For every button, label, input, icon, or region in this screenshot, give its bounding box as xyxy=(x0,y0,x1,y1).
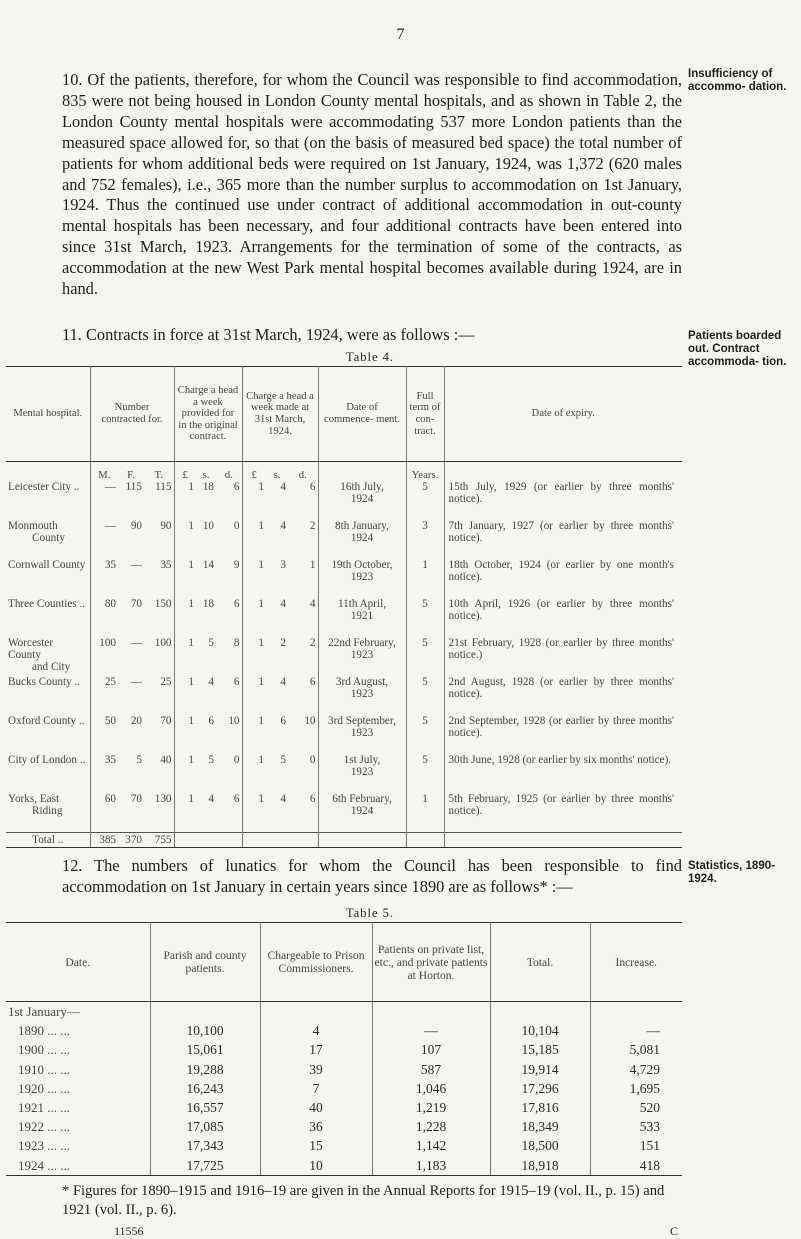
prison-patients: 40 xyxy=(260,1098,372,1117)
unit-males: M. xyxy=(98,469,111,481)
males: 50 xyxy=(104,715,116,727)
current-pence: 6 xyxy=(288,793,318,833)
header-charge-original: Charge a head a week provided for in the original contract. xyxy=(174,367,242,462)
unit-total: T. xyxy=(144,462,174,482)
prison-patients: 15 xyxy=(260,1136,372,1155)
original-pence: 6 xyxy=(216,793,242,833)
original-pence: 8 xyxy=(216,637,242,676)
total: 115 xyxy=(144,481,174,520)
commencement-year: 1924 xyxy=(350,532,374,544)
prison-patients: 17 xyxy=(260,1040,372,1059)
private-patients: — xyxy=(372,1021,490,1040)
original-pence: 6 xyxy=(216,598,242,637)
current-pence: 10 xyxy=(288,715,318,754)
commencement-date xyxy=(318,637,406,676)
header-parish: Parish and county patients. xyxy=(150,923,260,1002)
original-pounds: 1 xyxy=(188,754,194,766)
commencement-year: 1923 xyxy=(350,649,374,661)
increase: — xyxy=(646,1023,660,1039)
commencement-date xyxy=(318,715,406,754)
statistics-row xyxy=(6,1136,682,1155)
private-patients: 1,046 xyxy=(372,1079,490,1098)
expiry-date: 2nd September, 1928 (or earlier by three months' notice). xyxy=(448,715,674,739)
total-patients: 17,296 xyxy=(490,1079,590,1098)
prison-patients: 4 xyxy=(260,1021,372,1040)
females: 70 xyxy=(130,793,142,805)
current-pounds: 1 xyxy=(258,676,264,688)
current-shillings: 2 xyxy=(280,637,286,649)
males: 100 xyxy=(99,637,116,649)
hospital-name-line: Oxford County .. xyxy=(8,715,85,727)
unit-females: F. xyxy=(127,469,135,481)
header-date: Date. xyxy=(6,923,150,1002)
females: 90 xyxy=(130,520,142,532)
hospital-name-line: Riding xyxy=(32,805,63,817)
original-shillings: 4 xyxy=(208,793,214,805)
unit-pence: d. xyxy=(216,462,242,482)
unit-shillings: s. xyxy=(202,469,210,481)
commencement-date xyxy=(318,793,406,833)
original-pence: 10 xyxy=(216,715,242,754)
contract-row xyxy=(6,715,682,754)
commencement-date xyxy=(318,598,406,637)
total-patients: 18,500 xyxy=(490,1136,590,1155)
contract-row xyxy=(6,754,682,793)
original-pounds: 1 xyxy=(188,481,194,493)
commencement-date xyxy=(318,481,406,520)
increase: 5,081 xyxy=(629,1042,660,1058)
footnote: * Figures for 1890–1915 and 1916–19 are given in the Annual Reports for 1915–19 (vol. II., p. 15) and 1921 (vol. II., p. 6). xyxy=(62,1183,665,1218)
header-commencement: Date of commence- ment. xyxy=(318,367,406,462)
current-shillings: 5 xyxy=(280,754,286,766)
current-pence: 2 xyxy=(288,637,318,676)
commencement-date xyxy=(318,676,406,715)
commencement-day: 8th January, xyxy=(335,520,389,532)
total: 100 xyxy=(144,637,174,676)
year: 1890 ... ... xyxy=(6,1021,150,1040)
parish-patients: 17,343 xyxy=(150,1136,260,1155)
commencement-date xyxy=(318,559,406,598)
contract-row xyxy=(6,676,682,715)
commencement-year: 1924 xyxy=(350,493,374,505)
contract-row xyxy=(6,481,682,520)
females: — xyxy=(130,676,142,688)
private-patients: 1,142 xyxy=(372,1136,490,1155)
margin-note-insufficiency: Insufficiency of accommo- dation. xyxy=(688,68,787,93)
total: 130 xyxy=(144,793,174,833)
year: 1921 ... ... xyxy=(6,1098,150,1117)
commencement-day: 11th April, xyxy=(337,598,387,610)
header-prison: Chargeable to Prison Commissioners. xyxy=(260,923,372,1002)
private-patients: 587 xyxy=(372,1060,490,1079)
header-charge-1924: Charge a head a week made at 31st March, 1924. xyxy=(242,367,318,462)
total-females: 370 xyxy=(118,833,144,848)
commencement-date xyxy=(318,754,406,793)
full-term: 5 xyxy=(406,754,444,793)
original-pounds: 1 xyxy=(188,676,194,688)
males: 35 xyxy=(104,754,116,766)
hospital-name xyxy=(6,520,90,559)
contract-row xyxy=(6,598,682,637)
commencement-year: 1923 xyxy=(350,571,374,583)
hospital-name xyxy=(6,715,90,754)
paragraph-11: 11. Contracts in force at 31st March, 1924, were as follows :— xyxy=(62,325,475,344)
full-term: 5 xyxy=(406,676,444,715)
statistics-row xyxy=(6,1021,682,1040)
statistics-row xyxy=(6,1156,682,1176)
parish-patients: 16,557 xyxy=(150,1098,260,1117)
contracts-table xyxy=(6,366,682,848)
hospital-name xyxy=(6,793,90,833)
header-full-term: Full term of con- tract. xyxy=(406,367,444,462)
expiry-date: 30th June, 1928 (or earlier by six months' notice). xyxy=(448,754,672,766)
total-patients: 17,816 xyxy=(490,1098,590,1117)
statistics-table xyxy=(6,922,682,1176)
contract-row xyxy=(6,520,682,559)
current-shillings: 3 xyxy=(280,559,286,571)
hospital-name-line: Cornwall County xyxy=(8,559,86,571)
full-term: 1 xyxy=(406,793,444,833)
females: — xyxy=(130,637,142,649)
year: 1923 ... ... xyxy=(6,1136,150,1155)
current-pence: 1 xyxy=(288,559,318,598)
hospital-name xyxy=(6,598,90,637)
current-pounds: 1 xyxy=(258,481,264,493)
total: 40 xyxy=(144,754,174,793)
original-shillings: 5 xyxy=(208,637,214,649)
current-pounds: 1 xyxy=(258,559,264,571)
total-patients: 19,914 xyxy=(490,1060,590,1079)
prison-patients: 10 xyxy=(260,1156,372,1176)
unit-years: Years. xyxy=(406,462,444,482)
margin-note-patients-boarded: Patients boarded out. Contract accommoda- tion. xyxy=(688,330,787,368)
parish-patients: 17,725 xyxy=(150,1156,260,1176)
print-code: 11556 xyxy=(114,1224,144,1238)
original-pence: 0 xyxy=(216,754,242,793)
hospital-name-line: County xyxy=(32,532,65,544)
males: — xyxy=(104,520,116,532)
current-shillings: 4 xyxy=(280,481,286,493)
original-pence: 6 xyxy=(216,481,242,520)
contract-row xyxy=(6,559,682,598)
header-hospital: Mental hospital. xyxy=(6,367,90,462)
females: — xyxy=(130,559,142,571)
unit-pounds: £ xyxy=(182,469,188,481)
original-pounds: 1 xyxy=(188,715,194,727)
table-4-caption: Table 4. xyxy=(345,350,395,364)
commencement-year: 1921 xyxy=(350,610,374,622)
statistics-row xyxy=(6,1079,682,1098)
original-shillings: 18 xyxy=(202,481,214,493)
header-number: Number contracted for. xyxy=(90,367,174,462)
total-row xyxy=(6,833,682,848)
total: 25 xyxy=(144,676,174,715)
private-patients: 107 xyxy=(372,1040,490,1059)
header-increase: Increase. xyxy=(590,923,682,1002)
year: 1924 ... ... xyxy=(6,1156,150,1176)
total: 70 xyxy=(144,715,174,754)
total-patients: 18,349 xyxy=(490,1117,590,1136)
increase: 151 xyxy=(639,1138,660,1154)
males: 60 xyxy=(104,793,116,805)
expiry-date: 10th April, 1926 (or earlier by three months' notice). xyxy=(448,598,674,622)
original-shillings: 10 xyxy=(202,520,214,532)
expiry-date: 5th February, 1925 (or earlier by three months' notice). xyxy=(448,793,674,817)
original-pence: 0 xyxy=(216,520,242,559)
expiry-date: 7th January, 1927 (or earlier by three months' notice). xyxy=(448,520,674,544)
original-pounds: 1 xyxy=(188,598,194,610)
current-shillings: 4 xyxy=(280,520,286,532)
hospital-name-line: and City xyxy=(32,661,71,673)
current-pounds: 1 xyxy=(258,598,264,610)
hospital-name-line: Yorks, East xyxy=(8,793,60,805)
females: 70 xyxy=(130,598,142,610)
current-shillings: 6 xyxy=(280,715,286,727)
prison-patients: 36 xyxy=(260,1117,372,1136)
hospital-name xyxy=(6,481,90,520)
total-patients: 15,185 xyxy=(490,1040,590,1059)
signature-mark: C xyxy=(670,1224,679,1238)
males: 80 xyxy=(104,598,116,610)
hospital-name xyxy=(6,676,90,715)
contract-row xyxy=(6,793,682,833)
original-shillings: 14 xyxy=(202,559,214,571)
year: 1910 ... ... xyxy=(6,1060,150,1079)
full-term: 5 xyxy=(406,481,444,520)
original-pounds: 1 xyxy=(188,559,194,571)
table-5-caption: Table 5. xyxy=(345,906,395,920)
males: — xyxy=(104,481,116,493)
current-pounds: 1 xyxy=(258,754,264,766)
current-pence: 4 xyxy=(288,598,318,637)
original-shillings: 18 xyxy=(202,598,214,610)
original-pence: 9 xyxy=(216,559,242,598)
commencement-date xyxy=(318,520,406,559)
commencement-year: 1923 xyxy=(350,766,374,778)
page-number: 7 xyxy=(396,26,405,43)
paragraph-12: 12. The numbers of lunatics for whom the Council has been responsible to find accommodation on 1st January in certain years since 1890 are as follows* :— xyxy=(62,856,682,896)
header-total: Total. xyxy=(490,923,590,1002)
current-pence: 6 xyxy=(288,676,318,715)
total-label: Total .. xyxy=(6,833,90,848)
commencement-day: 19th October, xyxy=(331,559,393,571)
group-label-row xyxy=(6,1002,682,1022)
original-pounds: 1 xyxy=(188,793,194,805)
males: 25 xyxy=(104,676,116,688)
statistics-row xyxy=(6,1117,682,1136)
statistics-row xyxy=(6,1060,682,1079)
commencement-day: 6th February, xyxy=(332,793,392,805)
total: 150 xyxy=(144,598,174,637)
expiry-date: 21st February, 1928 (or earlier by three months' notice.) xyxy=(448,637,674,661)
private-patients: 1,183 xyxy=(372,1156,490,1176)
year: 1900 ... ... xyxy=(6,1040,150,1059)
males: 35 xyxy=(104,559,116,571)
total: 35 xyxy=(144,559,174,598)
header-expiry: Date of expiry. xyxy=(444,367,682,462)
original-pounds: 1 xyxy=(188,637,194,649)
current-pounds: 1 xyxy=(258,520,264,532)
current-pounds: 1 xyxy=(258,715,264,727)
original-shillings: 5 xyxy=(208,754,214,766)
statistics-row xyxy=(6,1040,682,1059)
contract-row xyxy=(6,637,682,676)
hospital-name-line: Three Counties .. xyxy=(8,598,86,610)
paragraph-10: 10. Of the patients, therefore, for whom the Council was responsible to find accommodation, 835 were not being housed in London County mental hospitals, and as shown in Table 2, the London County mental hospitals were accommodating 537 more London patients than the measured space allowed for, so that (on the basis of measured bed space) the total number of patients for whom additional beds were required on 1st January, 1924, was 1,372 (620 males and 752 females), i.e., 365 more than the number surplus to accommodation on 1st January, 1924. Thus the continued use under contract of additional accommodation in out-county mental hospitals has been necessary, and four additional contracts have been entered into since 31st March, 1923. Arrangements for the termination of some of the contracts, as accommodation at the new West Park mental hospital becomes available during 1924, are in hand. xyxy=(62,70,682,299)
original-pounds: 1 xyxy=(188,520,194,532)
expiry-date: 2nd August, 1928 (or earlier by three months' notice). xyxy=(448,676,674,700)
statistics-row xyxy=(6,1098,682,1117)
full-term: 1 xyxy=(406,559,444,598)
units-row xyxy=(6,462,682,482)
unit-pounds: £ xyxy=(251,469,257,481)
increase: 1,695 xyxy=(629,1080,660,1096)
original-shillings: 4 xyxy=(208,676,214,688)
prison-patients: 7 xyxy=(260,1079,372,1098)
total-males: 385 xyxy=(90,833,118,848)
total-patients: 10,104 xyxy=(490,1021,590,1040)
current-pounds: 1 xyxy=(258,637,264,649)
increase: 533 xyxy=(639,1119,660,1135)
current-pence: 2 xyxy=(288,520,318,559)
private-patients: 1,219 xyxy=(372,1098,490,1117)
unit-pence: d. xyxy=(288,462,318,482)
hospital-name-line: City of London .. xyxy=(8,754,86,766)
females: 115 xyxy=(125,481,142,493)
females: 20 xyxy=(130,715,142,727)
expiry-date: 15th July, 1929 (or earlier by three months' notice). xyxy=(448,481,674,505)
original-shillings: 6 xyxy=(208,715,214,727)
current-pounds: 1 xyxy=(258,793,264,805)
commencement-year: 1924 xyxy=(350,805,374,817)
parish-patients: 19,288 xyxy=(150,1060,260,1079)
header-private: Patients on private list, etc., and private patients at Horton. xyxy=(372,923,490,1002)
hospital-name xyxy=(6,559,90,598)
current-shillings: 4 xyxy=(280,676,286,688)
increase: 520 xyxy=(639,1100,660,1116)
full-term: 5 xyxy=(406,598,444,637)
hospital-name-line: Leicester City .. xyxy=(8,481,80,493)
margin-note-statistics: Statistics, 1890-1924. xyxy=(688,860,775,885)
total: 90 xyxy=(144,520,174,559)
increase: 4,729 xyxy=(629,1061,660,1077)
expiry-date: 18th October, 1924 (or earlier by one month's notice). xyxy=(448,559,674,583)
hospital-name-line: Monmouth xyxy=(8,520,58,532)
commencement-day: 1st July, xyxy=(343,754,381,766)
increase: 418 xyxy=(590,1156,682,1176)
original-pence: 6 xyxy=(216,676,242,715)
total-patients: 18,918 xyxy=(490,1156,590,1176)
hospital-name xyxy=(6,637,90,676)
private-patients: 1,228 xyxy=(372,1117,490,1136)
total-all: 755 xyxy=(144,833,174,848)
parish-patients: 15,061 xyxy=(150,1040,260,1059)
parish-patients: 16,243 xyxy=(150,1079,260,1098)
parish-patients: 10,100 xyxy=(150,1021,260,1040)
year: 1922 ... ... xyxy=(6,1117,150,1136)
full-term: 3 xyxy=(406,520,444,559)
current-shillings: 4 xyxy=(280,793,286,805)
unit-shillings: s. xyxy=(273,469,281,481)
commencement-day: 22nd February, xyxy=(328,637,396,649)
hospital-name-line: Worcester County xyxy=(8,637,54,661)
full-term: 5 xyxy=(406,715,444,754)
females: 5 xyxy=(136,754,142,766)
year: 1920 ... ... xyxy=(6,1079,150,1098)
group-label: 1st January— xyxy=(6,1002,150,1022)
prison-patients: 39 xyxy=(260,1060,372,1079)
commencement-day: 3rd August, xyxy=(335,676,389,688)
commencement-year: 1923 xyxy=(350,727,374,739)
current-pence: 6 xyxy=(288,481,318,520)
commencement-day: 3rd September, xyxy=(328,715,396,727)
parish-patients: 17,085 xyxy=(150,1117,260,1136)
current-pence: 0 xyxy=(288,754,318,793)
commencement-year: 1923 xyxy=(350,688,374,700)
commencement-day: 16th July, xyxy=(340,481,384,493)
current-shillings: 4 xyxy=(280,598,286,610)
hospital-name xyxy=(6,754,90,793)
hospital-name-line: Bucks County .. xyxy=(8,676,81,688)
full-term: 5 xyxy=(406,637,444,676)
